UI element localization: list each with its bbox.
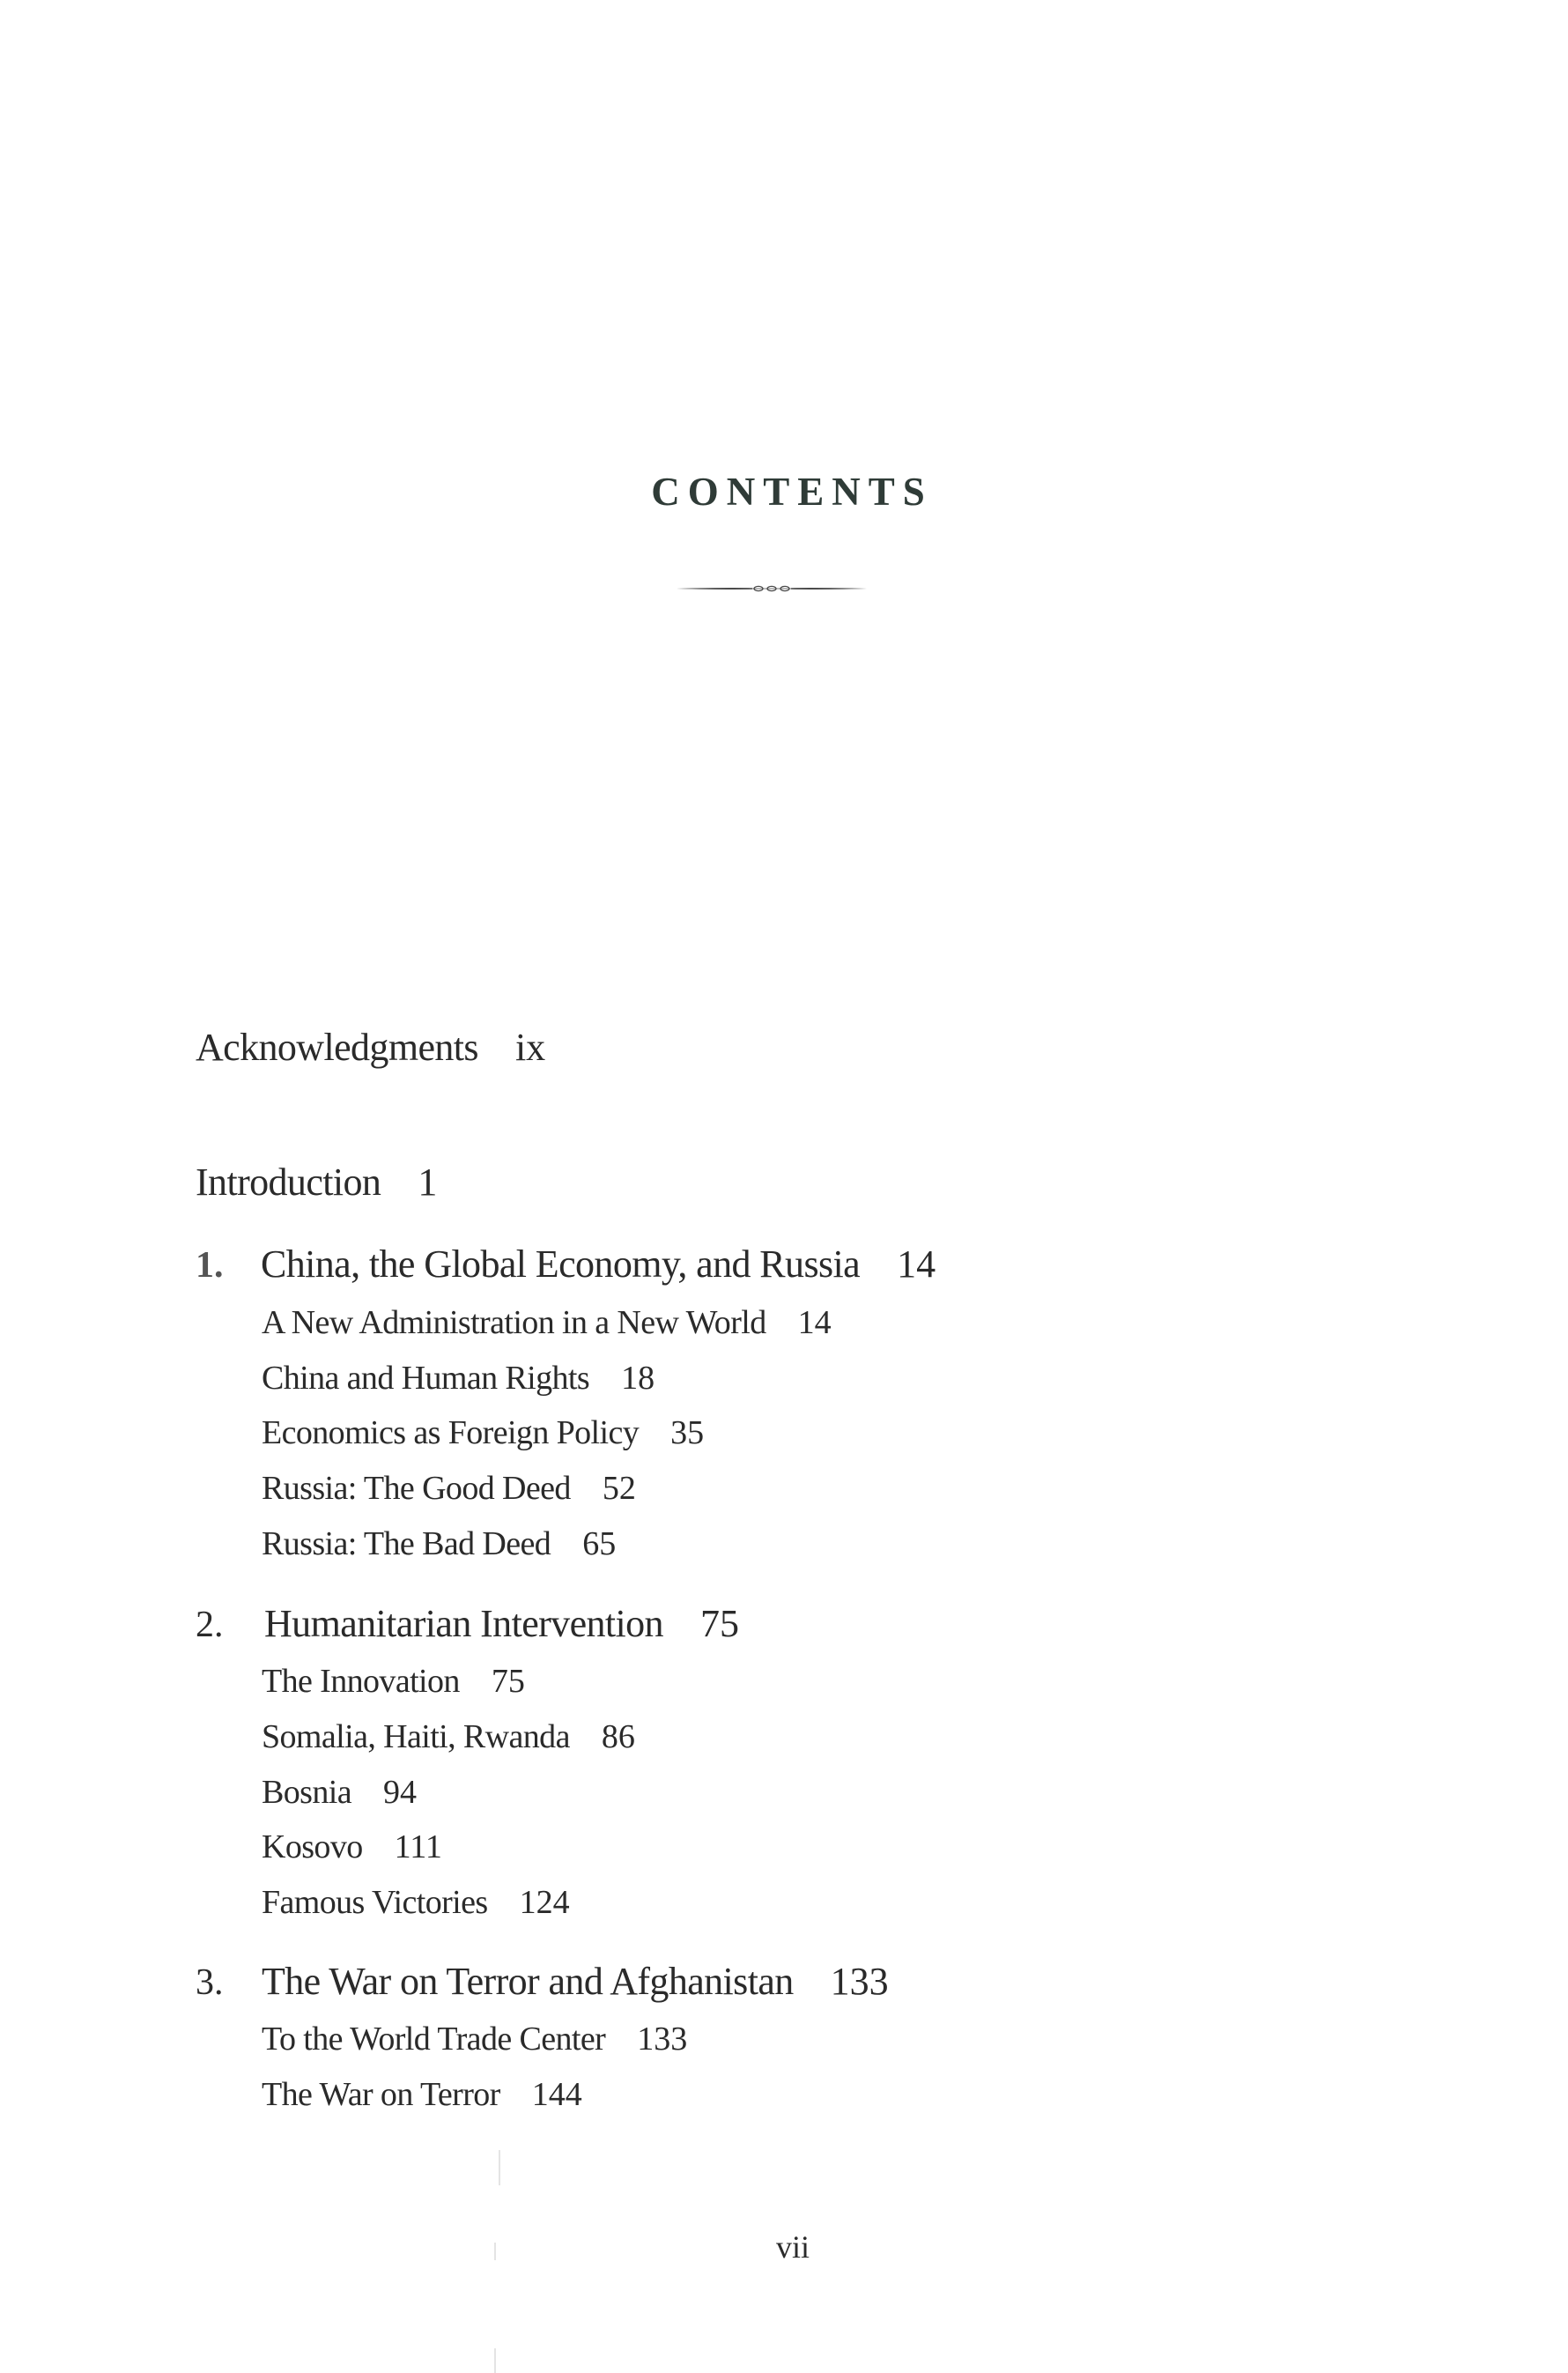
toc-chapter-1[interactable] xyxy=(261,1242,936,1286)
toc-section-title: The Innovation xyxy=(262,1663,460,1700)
toc-section[interactable] xyxy=(262,1830,442,1864)
scan-artifact xyxy=(494,2348,496,2373)
toc-page-number: 144 xyxy=(531,2076,582,2113)
toc-section[interactable] xyxy=(262,1361,655,1395)
toc-section-title: Russia: The Bad Deed xyxy=(262,1525,551,1562)
toc-entry-title: Acknowledgments xyxy=(196,1026,478,1069)
toc-entry-title: Humanitarian Intervention xyxy=(264,1602,663,1645)
toc-page-number: 133 xyxy=(637,2021,688,2058)
toc-page-number: 133 xyxy=(830,1960,889,2003)
toc-page-number: 75 xyxy=(699,1602,739,1645)
toc-section-title: To the World Trade Center xyxy=(262,2021,606,2058)
toc-page-number: 14 xyxy=(797,1304,832,1341)
toc-section-title: Bosnia xyxy=(262,1774,351,1811)
ornament-rule-icon xyxy=(675,580,869,597)
toc-entry-introduction[interactable] xyxy=(196,1163,437,1202)
toc-page-number: 1 xyxy=(418,1161,438,1204)
toc-section-title: The War on Terror xyxy=(262,2076,500,2113)
toc-section-title: Economics as Foreign Policy xyxy=(262,1414,640,1451)
toc-section[interactable] xyxy=(262,1472,636,1505)
page-number: vii xyxy=(775,2229,810,2265)
toc-section-title: China and Human Rights xyxy=(262,1360,590,1397)
toc-section[interactable] xyxy=(262,1776,417,1809)
toc-page-number: 52 xyxy=(602,1470,636,1507)
toc-entry-acknowledgments[interactable] xyxy=(196,1028,545,1067)
chapter-number: 1. xyxy=(196,1245,224,1286)
toc-chapter-3[interactable] xyxy=(262,1962,889,2001)
chapter-number: 2. xyxy=(196,1605,224,1645)
toc-section[interactable] xyxy=(262,1416,704,1450)
toc-entry-title: China, the Global Economy, and Russia xyxy=(261,1242,861,1286)
toc-chapter-2[interactable] xyxy=(264,1602,739,1645)
toc-section[interactable] xyxy=(262,2078,582,2111)
toc-page-number: 94 xyxy=(382,1774,417,1811)
toc-entry-title: Introduction xyxy=(196,1161,381,1204)
toc-entry-title: The War on Terror and Afghanistan xyxy=(262,1960,794,2003)
toc-section-title: A New Administration in a New World xyxy=(262,1304,766,1341)
toc-section[interactable] xyxy=(262,1527,616,1561)
toc-page-number: ix xyxy=(514,1026,546,1069)
toc-page-number: 14 xyxy=(897,1242,936,1286)
scan-artifact xyxy=(499,2150,500,2185)
toc-section[interactable] xyxy=(262,1306,832,1339)
toc-page-number: 35 xyxy=(670,1414,705,1451)
toc-section[interactable] xyxy=(262,1720,635,1754)
toc-section-title: Somalia, Haiti, Rwanda xyxy=(262,1718,570,1755)
toc-page-number: 86 xyxy=(601,1718,635,1755)
toc-section-title: Famous Victories xyxy=(262,1884,488,1921)
chapter-number: 3. xyxy=(196,1962,224,2003)
toc-section[interactable] xyxy=(262,1665,525,1698)
toc-page-number: 124 xyxy=(519,1884,570,1921)
toc-page-number: 65 xyxy=(582,1525,617,1562)
toc-section-title: Kosovo xyxy=(262,1828,363,1865)
toc-page-number: 75 xyxy=(491,1663,525,1700)
page-title: CONTENTS xyxy=(651,470,933,514)
toc-section[interactable] xyxy=(262,2022,687,2056)
toc-section-title: Russia: The Good Deed xyxy=(262,1470,571,1507)
toc-page-number: 111 xyxy=(394,1828,442,1865)
toc-page-number: 18 xyxy=(621,1360,655,1397)
toc-section[interactable] xyxy=(262,1886,570,1919)
